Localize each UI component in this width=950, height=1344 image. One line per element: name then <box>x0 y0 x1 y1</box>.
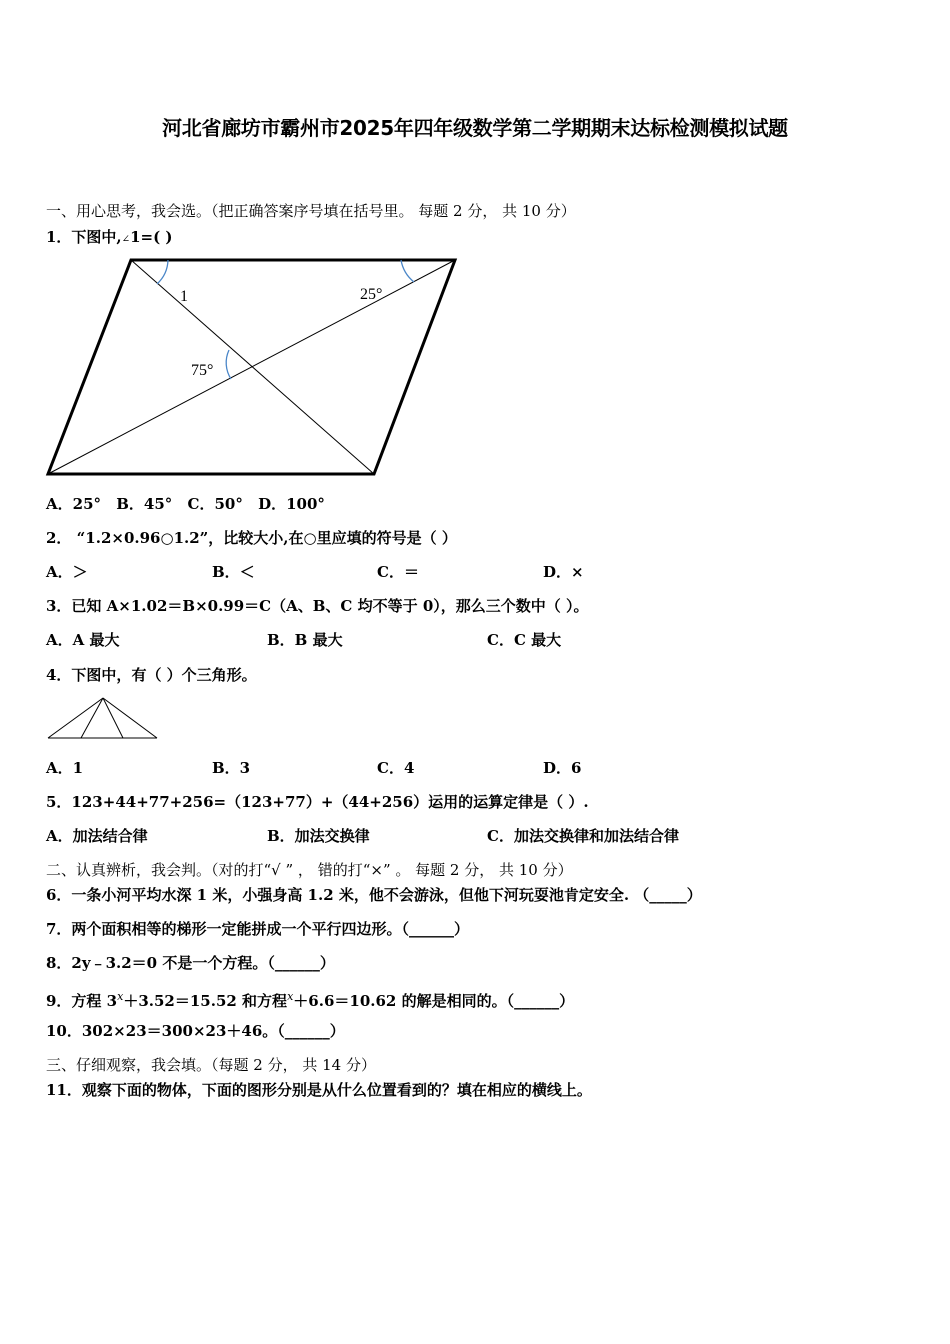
q4-stem: 4．下图中，有（ ）个三角形。 <box>46 666 257 684</box>
diagonal-2 <box>48 260 455 474</box>
q9-part3: ＋6.6＝10.62 的解是相同的。（______） <box>293 992 575 1010</box>
page-title: 河北省廊坊市霸州市2025年四年级数学第二学期期末达标检测模拟试题 <box>162 116 788 140</box>
q1-option-c: C．50° <box>187 495 243 513</box>
q4-option-a: A．1 <box>46 759 84 777</box>
q5-stem: 5．123+44+77+256=（123+77）+（44+256）运用的运算定律是（ ）. <box>46 793 589 811</box>
q4-option-c: C．4 <box>377 759 415 777</box>
q5-option-c: C．加法交换律和加法结合律 <box>487 827 679 845</box>
q1-stem <box>46 227 172 250</box>
q4-option-b: B．3 <box>212 759 251 777</box>
q6-text: 6．一条小河平均水深 1 米，小强身高 1.2 米，他不会游泳，但他下河玩耍池肯定安全. （_____） <box>46 886 702 904</box>
q9-var1: x <box>117 990 124 1003</box>
section3-header: 三、仔细观察，我会填。（每题 2 分， 共 14 分） <box>46 1056 376 1074</box>
angle-label-1: 1 <box>180 288 188 305</box>
q2-option-b: B．＜ <box>212 563 255 581</box>
q1-stem-b: 1=( ) <box>130 228 173 246</box>
q2-stem: 2． “1.2×0.96○1.2”，比较大小,在○里应填的符号是（ ） <box>46 529 457 547</box>
q5-option-b: B．加法交换律 <box>267 827 370 845</box>
q10-text: 10．302×23＝300×23＋46。（______） <box>46 1022 345 1040</box>
section1-header: 一、用心思考，我会选。（把正确答案序号填在括号里。 每题 2 分， 共 10 分） <box>46 202 576 220</box>
section2-header: 二、认真辨析，我会判。（对的打“√ ” ， 错的打“×” 。 每题 2 分， 共 10 分） <box>46 861 573 879</box>
q3-option-b: B．B 最大 <box>267 631 343 649</box>
q8-text: 8．2y﹣3.2＝0 不是一个方程。（______） <box>46 954 335 972</box>
angle-symbol: ∠ <box>121 234 131 245</box>
q3-option-a: A．A 最大 <box>46 631 120 649</box>
q1-options <box>46 494 325 514</box>
q1-option-d: D．100° <box>258 495 325 513</box>
q9-part1: 9．方程 3 <box>46 992 118 1010</box>
q2-option-a: A．＞ <box>46 563 88 581</box>
q9-part2: ＋3.52＝15.52 和方程 <box>123 992 288 1010</box>
angle-arc-75 <box>226 350 231 379</box>
q9-text <box>46 987 574 1011</box>
q2-option-d: D．× <box>543 563 584 581</box>
q1-stem-a: 1．下图中, <box>46 228 122 246</box>
parallelogram-figure <box>40 252 470 484</box>
angle-label-25: 25° <box>360 286 383 303</box>
angle-arc-1 <box>157 260 168 284</box>
q3-stem: 3．已知 A×1.02＝B×0.99＝C（A、B、C 均不等于 0），那么三个数中（ ）。 <box>46 597 589 615</box>
q1-option-b: B．45° <box>116 495 173 513</box>
q11-text: 11．观察下面的物体，下面的图形分别是从什么位置看到的？填在相应的横线上。 <box>46 1081 592 1099</box>
q2-option-c: C．＝ <box>377 563 419 581</box>
q5-option-a: A．加法结合律 <box>46 827 148 845</box>
q7-text: 7．两个面积相等的梯形一定能拼成一个平行四边形。（______） <box>46 920 469 938</box>
q9-var2: x <box>287 990 294 1003</box>
q1-option-a: A．25° <box>46 495 102 513</box>
angle-label-75: 75° <box>191 362 214 379</box>
angle-arc-25 <box>401 260 414 282</box>
triangle-figure <box>46 695 160 741</box>
q3-option-c: C．C 最大 <box>487 631 562 649</box>
q4-option-d: D．6 <box>543 759 582 777</box>
